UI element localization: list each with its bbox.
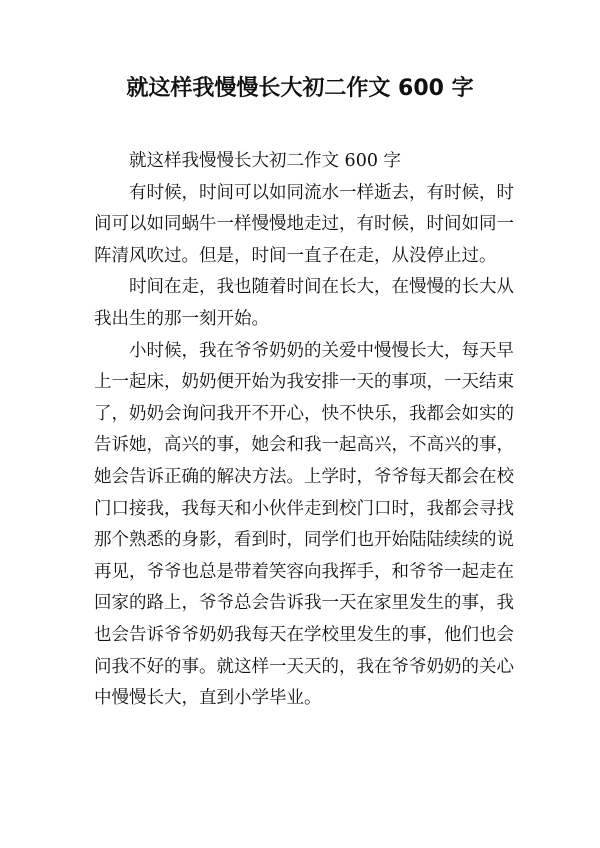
document-body — [94, 146, 514, 715]
document-title: 就这样我慢慢长大初二作文 600 字 — [126, 76, 474, 101]
paragraph-subtitle: 就这样我慢慢长大初二作文 600 字 — [129, 151, 402, 171]
paragraph: 有时候，时间可以如同流水一样逝去，有时候，时间可以如同蜗牛一样慢慢地走过，有时候，时间如同一阵清风吹过。但是，时间一直子在走，从没停止过。 — [94, 182, 514, 266]
paragraph: 小时候，我在爷爷奶奶的关爱中慢慢长大，每天早上一起床，奶奶便开始为我安排一天的事项，一天结束了，奶奶会询问我开不开心，快不快乐，我都会如实的告诉她，高兴的事，她会和我一起高兴，不高兴的事，她会告诉正确的解决方法。上学时，爷爷每天都会在校门口接我，我每天和小伙伴走到校门口时，我都会寻找那个熟悉的身影，看到时，同学们也开始陆陆续续的说再见，爷爷也总是带着笑容向我挥手，和爷爷一起走在回家的路上，爷爷总会告诉我一天在家里发生的事，我也会告诉爷爷奶奶我每天在学校里发生的事，他们也会问我不好的事。就这样一天天的，我在爷爷奶奶的关心中慢慢长大，直到小学毕业。 — [94, 340, 514, 709]
paragraph: 时间在走，我也随着时间在长大，在慢慢的长大从我出生的那一刻开始。 — [94, 277, 514, 329]
